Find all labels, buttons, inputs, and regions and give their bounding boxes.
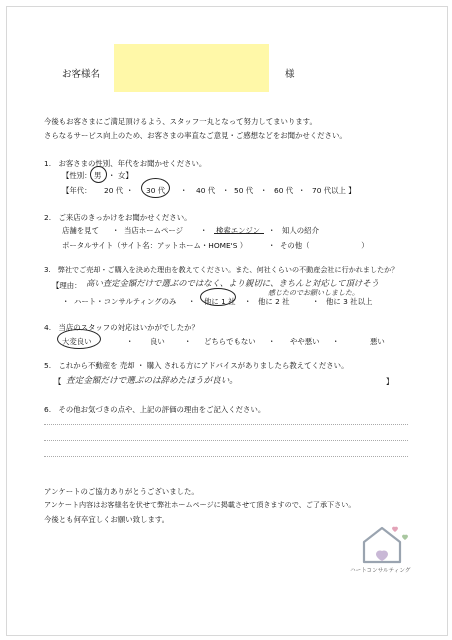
q1-age-sep: ・	[126, 186, 134, 195]
q3-option-1-other[interactable]: 他に 1 社	[204, 297, 236, 306]
q1-age-60[interactable]: 60 代	[274, 186, 294, 195]
q4-sep: ・	[126, 337, 134, 346]
footer-line2: アンケート内容はお客様名を伏せて弊社ホームページに掲載させて頂きますので、ご了承下さい。	[44, 500, 356, 509]
q1-age-sep: ・	[180, 186, 188, 195]
q6-line[interactable]	[44, 424, 408, 425]
q3-title: 3. 弊社でご売却・ご購入を決めた理由を教えてください。また、何社くらいの不動産会社に行かれましたか？	[44, 265, 399, 274]
q1-age-70[interactable]: 70 代以上 】	[312, 186, 356, 195]
q2-search-engine[interactable]: 検索エンジン	[216, 226, 260, 235]
q3-option-only-heart[interactable]: ハート・コンサルティングのみ	[74, 297, 177, 306]
male-selection-circle	[90, 166, 107, 183]
logo-text: ハートコンサルティング	[350, 568, 411, 574]
q3-option-2-other[interactable]: 他に 2 社	[258, 297, 290, 306]
q2-sep: ・	[200, 226, 208, 235]
q1-age-20[interactable]: 20 代	[104, 186, 124, 195]
q1-age-label: 【年代：	[62, 186, 92, 195]
customer-name-field[interactable]	[114, 44, 269, 92]
q3-sep: ・	[188, 297, 196, 306]
q4-sep: ・	[332, 337, 340, 346]
q2-homepage[interactable]: 当店ホームページ	[124, 226, 183, 235]
q4-very-good[interactable]: 大変良い	[62, 337, 92, 346]
q1-age-sep: ・	[260, 186, 268, 195]
q2-portal[interactable]: ポータルサイト（サイト名：アットホーム・HOME'S ）	[62, 241, 248, 250]
q2-title: 2. ご来店のきっかけをお聞かせください。	[44, 213, 192, 222]
q4-neutral[interactable]: どちらでもない	[204, 337, 256, 346]
q3-option-3-other[interactable]: 他に 3 社以上	[326, 297, 373, 306]
q6-line[interactable]	[44, 440, 408, 441]
q1-gender-label: 【性別：	[62, 171, 92, 180]
intro-line1: 今後もお客さまにご満足頂けるよう、スタッフ一丸となって努力してまいります。	[44, 117, 317, 126]
q4-sep: ・	[184, 337, 192, 346]
q4-sep: ・	[268, 337, 276, 346]
q2-sep: ・	[268, 241, 276, 250]
customer-name-label: お客様名	[62, 69, 101, 80]
footer-line3: 今後とも何卒宜しくお願い致します。	[44, 515, 170, 524]
q5-handwriting: 査定金額だけで選ぶのは辞めたほうが良い。	[66, 376, 238, 386]
q4-title: 4. 当店のスタッフの対応はいかがでしたか？	[44, 323, 199, 332]
q5-title: 5. これから不動産を 売却 ・ 購入 される方にアドバイスがありましたら教えてください。	[44, 361, 349, 370]
q2-other[interactable]: その他（ ）	[280, 241, 369, 250]
q1-age-sep: ・	[298, 186, 306, 195]
intro-line2: さらなるサービス向上のため、お客さまの率直なご意見・ご感想などをお聞かせください。	[44, 131, 347, 140]
q3-reason-label: 【理由：	[52, 281, 82, 290]
q3-sep: ・	[62, 297, 70, 306]
q1-age-50[interactable]: 50 代	[234, 186, 254, 195]
q6-line[interactable]	[44, 456, 408, 457]
footer-line1: アンケートのご協力ありがとうございました。	[44, 487, 199, 496]
q5-bracket-open: 【	[54, 377, 62, 386]
q1-gender-sep: ・	[108, 171, 116, 180]
q3-selection-circle	[200, 288, 236, 306]
q3-reason-handwriting-1: 高い査定金額だけで選ぶのではなく、より親切に、きちんと対応して頂けそう	[86, 278, 379, 288]
q3-reason-handwriting-2: 感じたのでお願いしました。	[268, 289, 359, 297]
q6-title: 6. その他お気づきの点や、上記の評価の理由をご記入ください。	[44, 405, 266, 414]
q2-sep: ・	[268, 226, 276, 235]
age-30-selection-circle	[141, 178, 170, 198]
q4-good[interactable]: 良い	[150, 337, 165, 346]
search-engine-underline	[214, 233, 264, 234]
house-logo-icon	[352, 520, 414, 566]
q1-age-40[interactable]: 40 代	[196, 186, 216, 195]
honorific: 様	[285, 69, 295, 80]
q1-age-30[interactable]: 30 代	[146, 186, 166, 195]
q1-female-option[interactable]: 女】	[118, 171, 133, 180]
q2-sep: ・	[112, 226, 120, 235]
q3-sep: ・	[312, 297, 320, 306]
q2-store[interactable]: 店舗を見て	[62, 226, 99, 235]
q1-age-sep: ・	[222, 186, 230, 195]
q2-referral[interactable]: 知人の紹介	[282, 226, 319, 235]
q1-title: 1. お客さまの性別、年代をお聞かせください。	[44, 159, 207, 168]
q4-somewhat-bad[interactable]: やや悪い	[290, 337, 320, 346]
q5-bracket-close: 】	[386, 377, 394, 386]
q4-selection-circle	[57, 329, 101, 349]
q3-sep: ・	[244, 297, 252, 306]
q1-male-option[interactable]: 男	[94, 171, 102, 180]
q4-bad[interactable]: 悪い	[370, 337, 385, 346]
